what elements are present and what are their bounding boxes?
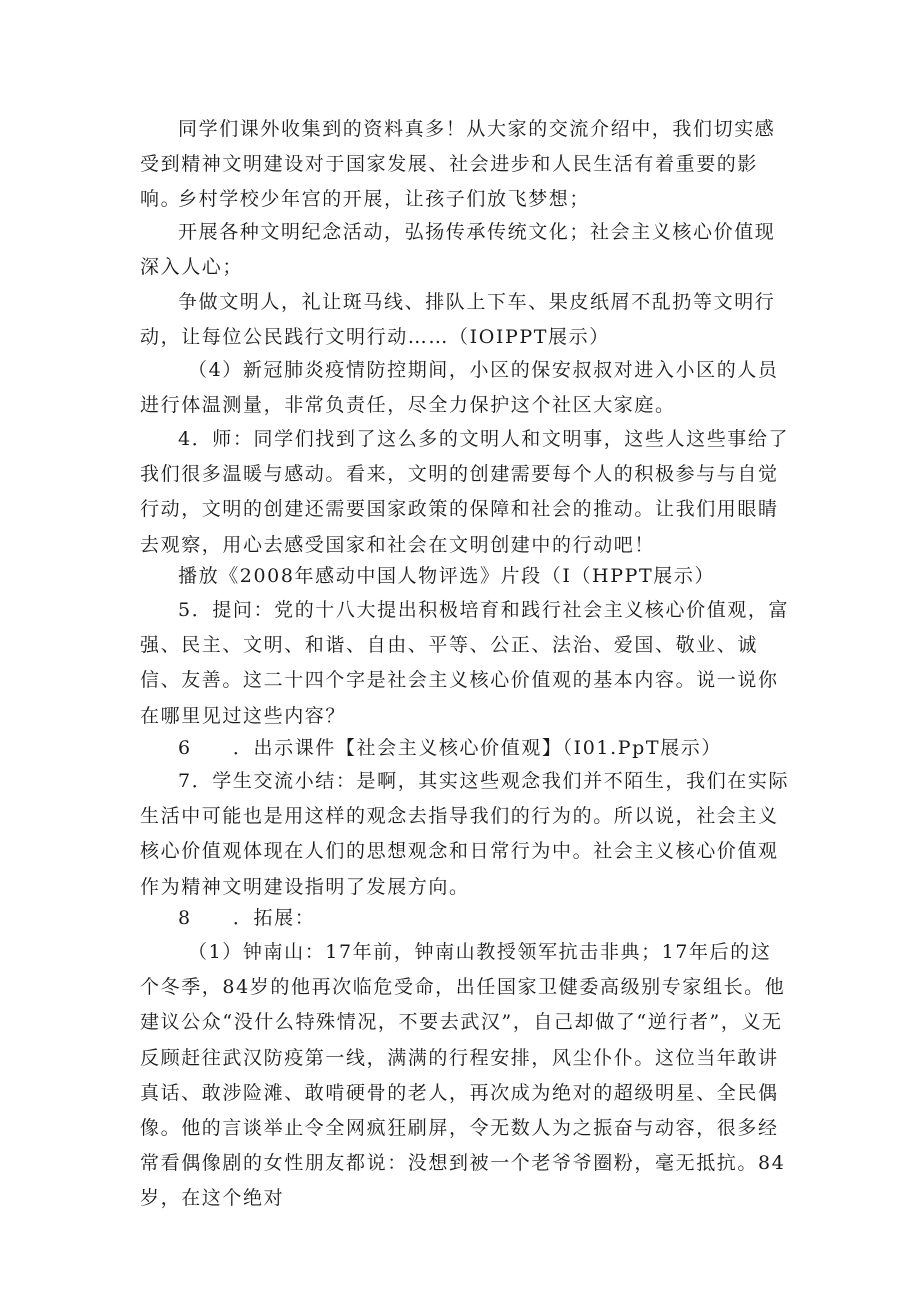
paragraph-civic-activities: 开展各种文明纪念活动，弘扬传承传统文化；社会主义核心价值现深入人心； bbox=[140, 221, 776, 279]
paragraph-play-video: 播放《2008年感动中国人物评选》片段（I（HPPT展示） bbox=[178, 565, 716, 587]
paragraph-youth-palace: 乡村学校少年宫的开展，让孩子们放飞梦想； bbox=[178, 188, 591, 210]
paragraph-courseware: 6 ．出示课件【社会主义核心价值观】（I01.PpT展示） bbox=[178, 737, 722, 759]
paragraph-student-summary: 7．学生交流小结：是啊，其实这些观念我们并不陌生，我们在实际生活中可能也是用这样的观念去指导我们的行为的。所以说，社会主义核心价值观体现在人们的思想观念和日常行为中。社会主义核心价值观作为精神文明建设指明了发展方向。 bbox=[140, 770, 790, 898]
paragraph-epidemic-guard: （4）新冠肺炎疫情防控期间，小区的保安叔叔对进入小区的人员进行体温测量，非常负责任，尽全力保护这个社区大家庭。 bbox=[140, 359, 779, 417]
paragraph-civilized-people: 争做文明人，礼让斑马线、排队上下车、果皮纸屑不乱扔等文明行动，让每位公民践行文明行动……（IOIPPT展示） bbox=[140, 291, 776, 349]
paragraph-extension-heading: 8 ．拓展： bbox=[178, 907, 316, 929]
paragraph-question: 5．提问：党的十八大提出积极培育和践行社会主义核心价值观，富强、民主、文明、和谐、自由、平等、公正、法治、爱国、敬业、诚信、友善。这二十四个字是社会主义核心价值观的基本内容。说一说你在哪里见过这些内容？ bbox=[140, 599, 790, 727]
paragraph-zhong-nanshan: （1）钟南山：17年前，钟南山教授领军抗击非典；17年后的这个冬季，84岁的他再次临危受命，出任国家卫健委高级别专家组长。他建议公众“没什么特殊情况，不要去武汉”，自己却做了“逆行者”，义无反顾赶往武汉防疫第一线，满满的行程安排，风尘仆仆。这位当年敢讲真话、敢涉险滩、敢啃硬骨的老人，再次成为绝对的超级明星、全民偶像。他的言谈举止令全网疯狂刷屏，令无数人为之振奋与动容，很多经常看偶像剧的女性朋友都说：没想到被一个老爷爷圈粉，毫无抵抗。84岁，在这个绝对 bbox=[140, 941, 786, 1210]
paragraph-teacher-summary: 4．师：同学们找到了这么多的文明人和文明事，这些人这些事给了我们很多温暖与感动。看来，文明的创建需要每个人的积极参与与自觉行动，文明的创建还需要国家政策的保障和社会的推动。让我们用眼睛去观察，用心去感受国家和社会在文明创建中的行动吧！ bbox=[140, 428, 790, 556]
paragraph-intro: 同学们课外收集到的资料真多！从大家的交流介绍中，我们切实感受到精神文明建设对于国家发展、社会进步和人民生活有着重要的影响。 bbox=[140, 118, 776, 211]
